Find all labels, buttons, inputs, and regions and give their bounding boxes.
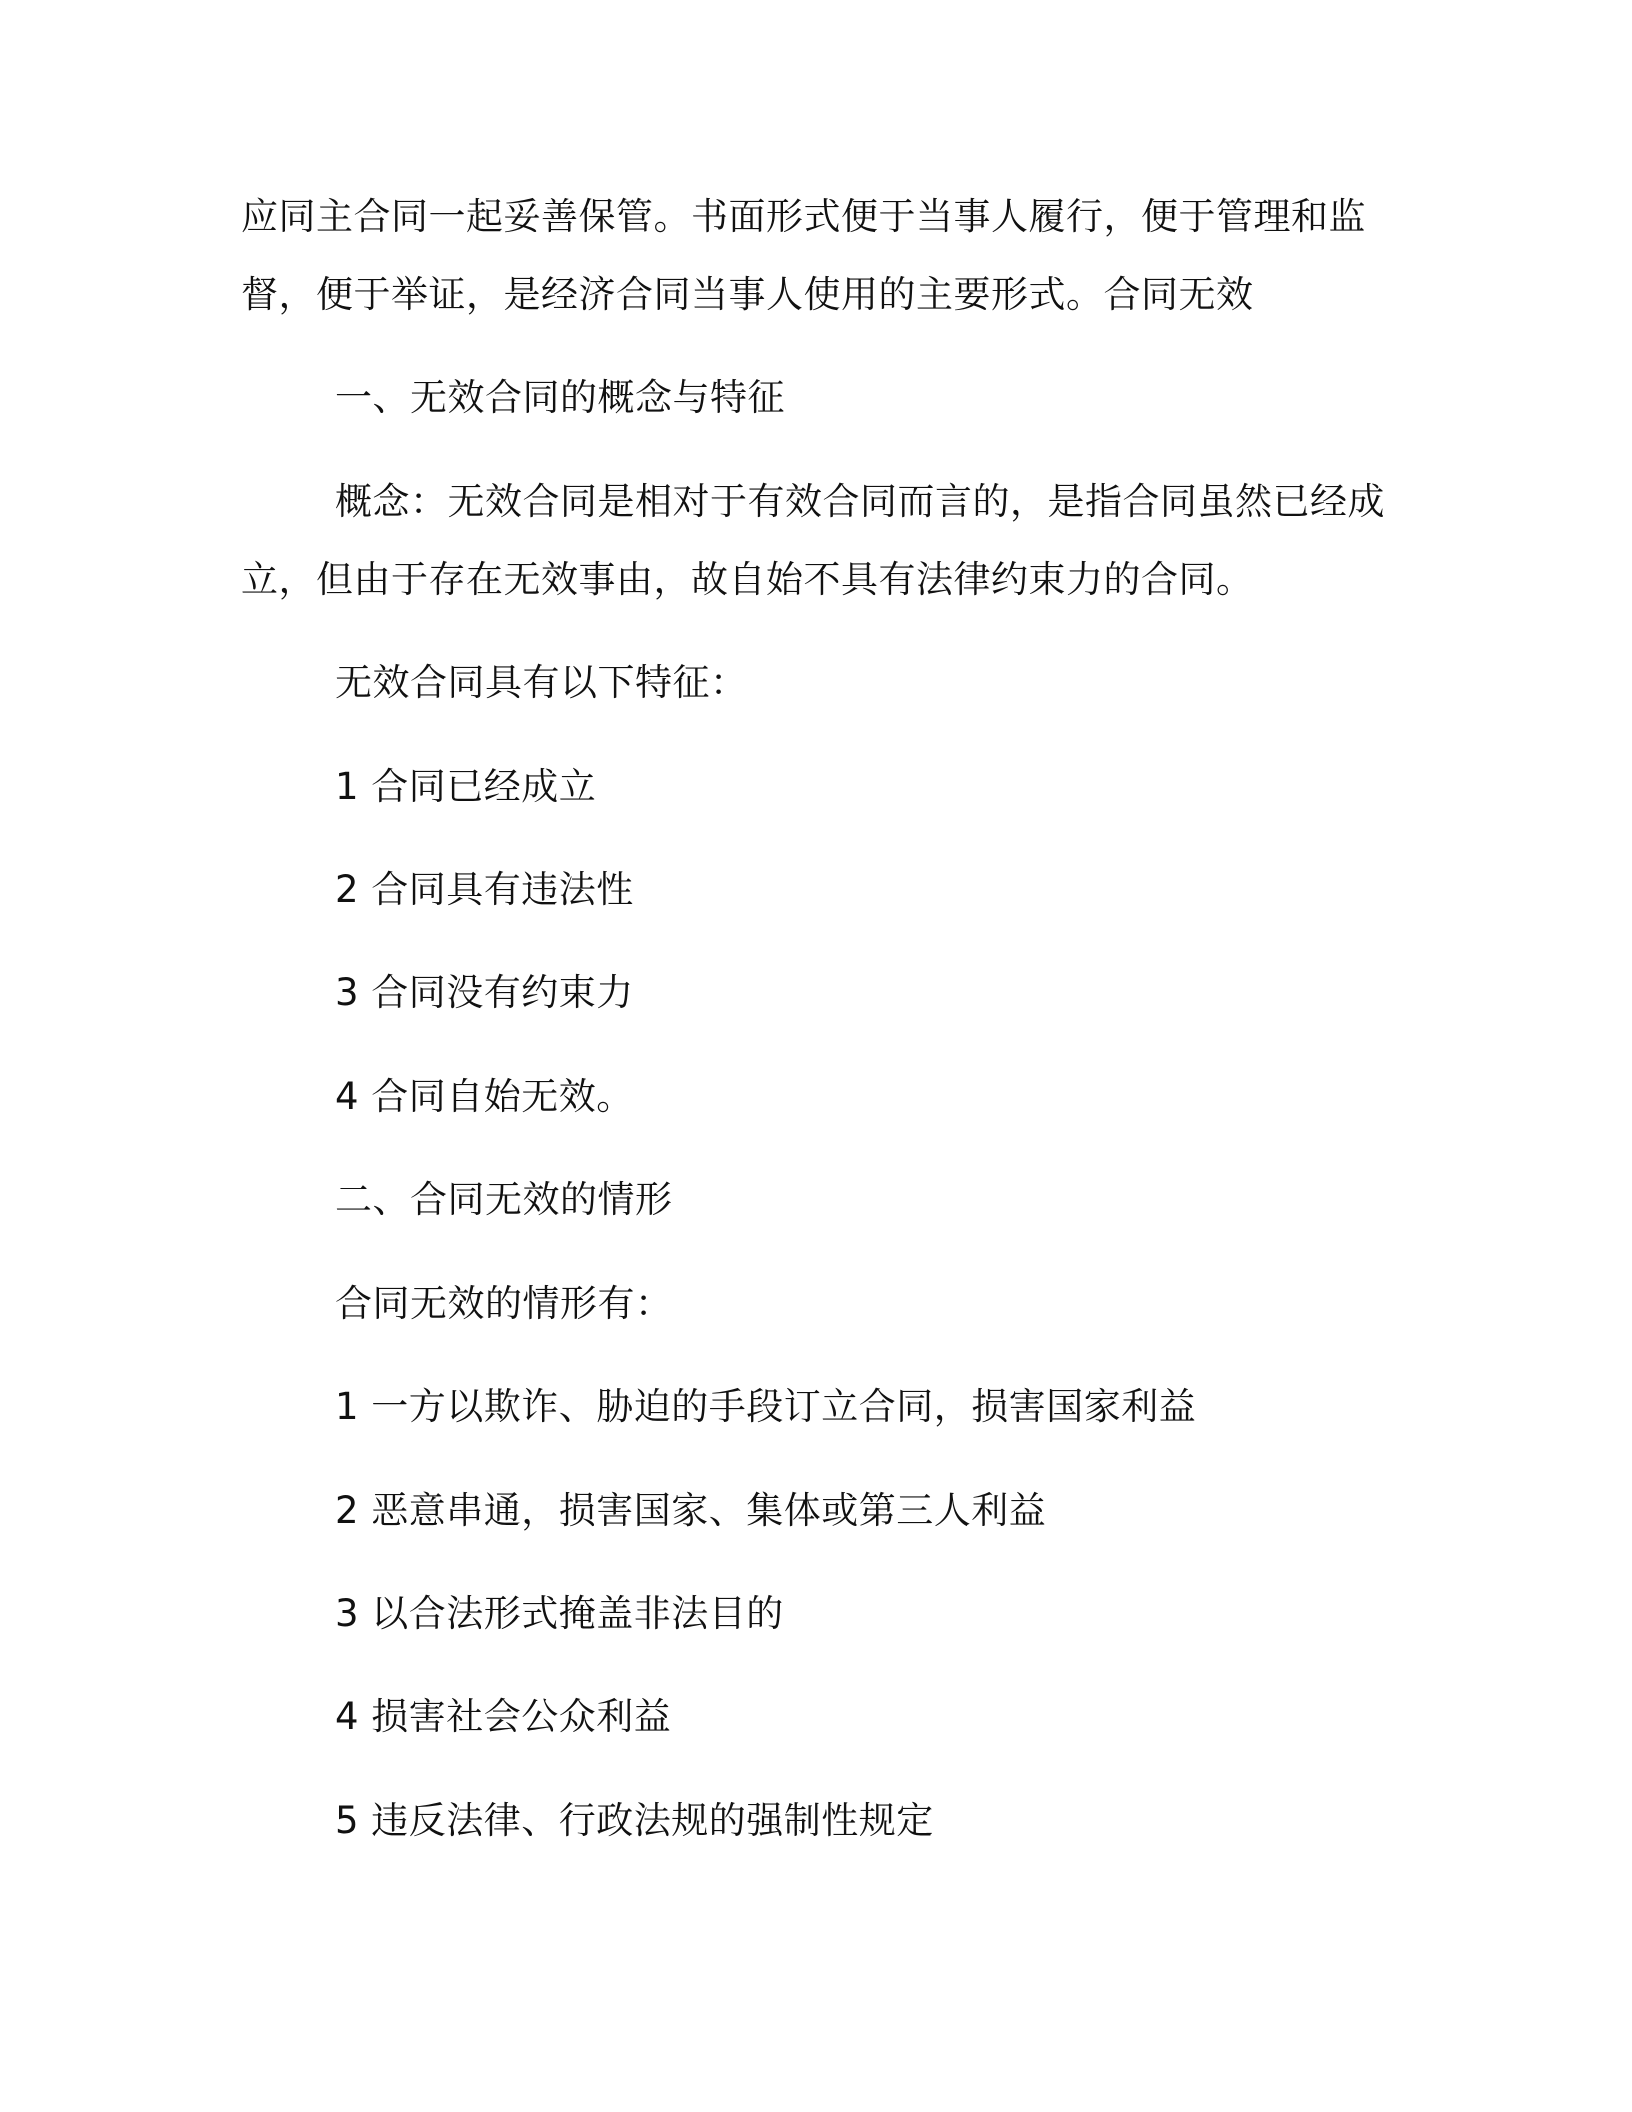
situation-item-2: 2 恶意串通，损害国家、集体或第三人利益 bbox=[335, 1489, 1047, 1532]
situation-item-1: 1 一方以欺诈、胁迫的手段订立合同，损害国家利益 bbox=[335, 1385, 1197, 1428]
feature-item-4: 4 合同自始无效。 bbox=[335, 1075, 634, 1118]
features-intro: 无效合同具有以下特征： bbox=[335, 661, 748, 704]
situation-item-4: 4 损害社会公众利益 bbox=[335, 1695, 672, 1738]
section-1-heading: 一、无效合同的概念与特征 bbox=[335, 376, 785, 419]
situations-intro: 合同无效的情形有： bbox=[335, 1282, 673, 1325]
feature-item-2: 2 合同具有违法性 bbox=[335, 868, 634, 911]
feature-item-3: 3 合同没有约束力 bbox=[335, 971, 634, 1014]
intro-paragraph-line-2: 督，便于举证，是经济合同当事人使用的主要形式。合同无效 bbox=[241, 273, 1254, 316]
situation-item-3: 3 以合法形式掩盖非法目的 bbox=[335, 1592, 784, 1635]
feature-item-1: 1 合同已经成立 bbox=[335, 765, 597, 808]
intro-paragraph-line-1: 应同主合同一起妥善保管。书面形式便于当事人履行，便于管理和监 bbox=[241, 195, 1366, 238]
situation-item-5: 5 违反法律、行政法规的强制性规定 bbox=[335, 1799, 934, 1842]
section-2-heading: 二、合同无效的情形 bbox=[335, 1178, 673, 1221]
concept-paragraph-line-2: 立，但由于存在无效事由，故自始不具有法律约束力的合同。 bbox=[241, 558, 1254, 601]
concept-paragraph-line-1: 概念：无效合同是相对于有效合同而言的，是指合同虽然已经成 bbox=[335, 480, 1385, 523]
